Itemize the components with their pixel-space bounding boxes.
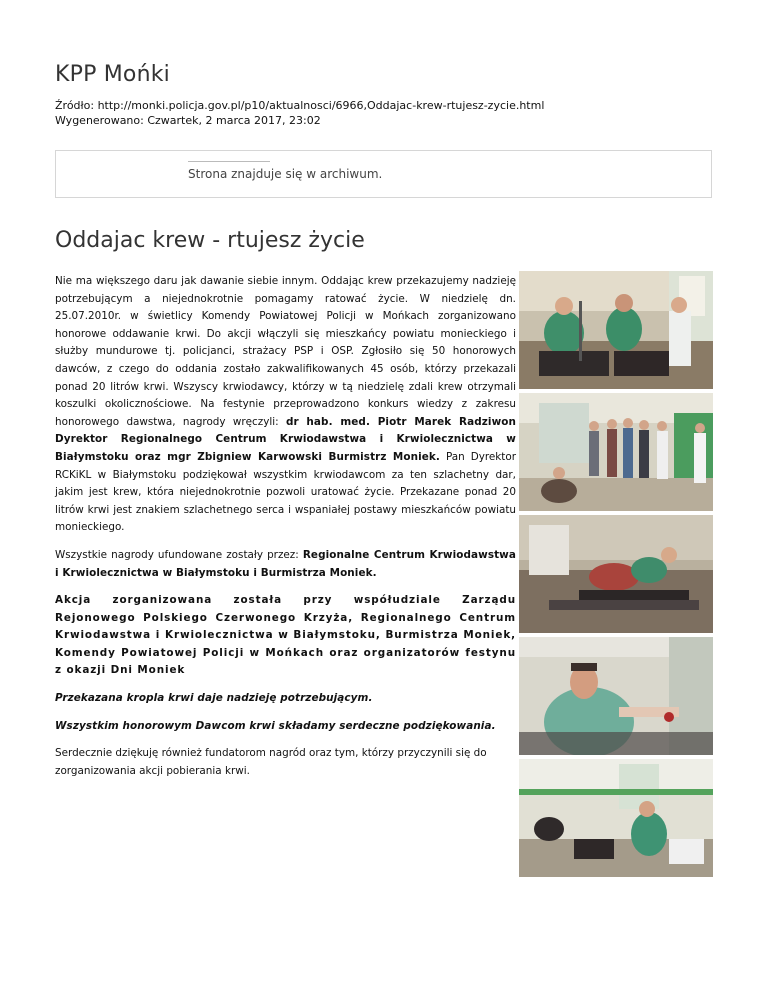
archive-divider bbox=[188, 161, 270, 162]
sponsors-names: Regionalne Centrum Krwiodawstwa i Krwiolecznictwa w Białymstoku i Burmistrza Moniek. bbox=[55, 548, 516, 579]
thanks-text: Wszystkim honorowym Dawcom krwi składamy serdeczne podziękowania. bbox=[55, 719, 496, 732]
intro-awarders: dr hab. med. Piotr Marek Radziwon Dyrektor Regionalnego Centrum Krwiodawstwa i Krwiolecznictwa w Białymstoku oraz mgr Zbigniew Karwowski Burmistrz Moniek. bbox=[55, 415, 517, 463]
photo-room[interactable] bbox=[519, 759, 713, 877]
intro-text: Nie ma większego daru jak dawanie siebie innym. Oddając krew przekazujemy nadzieję potrzebującym a niejednokrotnie pomagamy ratować życie. W niedzielę dn. 25.07.2010r. w świetlicy Komendy Powiatowej Policji w Mońkach zorganizowano honorowe oddawanie krwi. Do akcji włączyli się mieszkańcy powiatu monieckiego i służby mundurowe tj. policjanci, strażacy PSP i OSP. Zgłosiło się 50 honorowych dawców, z czego do oddania zostało zakwalifikowanych 45 osób, którzy przekazali ponad 20 litrów krwi. Wszyscy krwiodawcy, którzy w tą niedzielę zdali krew otrzymali koszulki okolicznościowe. Na festynie przeprowadzono konkurs wiedzy z zakresu honorowego dawstwa, nagrody wręczyli: bbox=[55, 275, 516, 428]
paragraph-intro bbox=[55, 273, 516, 537]
photo-donor-closeup[interactable] bbox=[519, 637, 713, 755]
hope-text: Przekazana kropla krwi daje nadzieję potrzebującym. bbox=[55, 692, 373, 705]
photo-donor-lying[interactable] bbox=[519, 515, 713, 633]
source-line: Źródło: http://monki.policja.gov.pl/p10/aktualnosci/6966,Oddajac-krew-rtujesz-zycie.html bbox=[55, 99, 545, 112]
photo-donor-lying-image bbox=[519, 515, 713, 633]
photo-donor-closeup-image bbox=[519, 637, 713, 755]
paragraph-partners bbox=[55, 592, 516, 680]
partners-text: Akcja zorganizowana została przy współudziale Zarządu Rejonowego Polskiego Czerwonego Krzyża, Regionalnego Centrum Krwiodawstwa i Krwiolecznictwa w Białymstoku, Burmistrza Moniek, Komendy Powiatowej Policji w Mońkach oraz organizatorów festynu z okazji Dni Moniek bbox=[55, 594, 516, 677]
closing-text: Serdecznie dziękuję również fundatorom nagród oraz tym, którzy przyczynili się do zorganizowania akcji pobierania krwi. bbox=[55, 747, 487, 777]
photo-group[interactable] bbox=[519, 393, 713, 511]
photo-group-image bbox=[519, 393, 713, 511]
intro-text-end: Pan Dyrektor RCKiKL w Białymstoku podziękował wszystkim krwiodawcom za ten szlachetny dar, jakim jest krew, która niejednokrotnie pozwoli uratować życie. Przekazane ponad 20 litrów krwi jest znakiem szlachetnego serca i wspaniałej postawy mieszkańców powiatu monieckiego. bbox=[55, 450, 516, 534]
generated-line: Wygenerowano: Czwartek, 2 marca 2017, 23:02 bbox=[55, 114, 321, 127]
photo-donors-beds[interactable] bbox=[519, 271, 713, 389]
photo-room-image bbox=[519, 759, 713, 877]
paragraph-closing bbox=[55, 745, 516, 780]
photo-donors-beds-image bbox=[519, 271, 713, 389]
archive-notice bbox=[55, 150, 712, 198]
paragraph-thanks bbox=[55, 718, 516, 736]
paragraph-hope bbox=[55, 690, 516, 708]
sponsors-text: Wszystkie nagrody ufundowane zostały przez: bbox=[55, 548, 303, 561]
paragraph-sponsors bbox=[55, 547, 516, 582]
article-body bbox=[55, 273, 516, 790]
article-title: Oddajac krew - rtujesz życie bbox=[55, 228, 365, 253]
archive-message: Strona znajduje się w archiwum. bbox=[188, 167, 383, 181]
photo-gallery bbox=[519, 271, 713, 881]
print-meta bbox=[55, 98, 544, 128]
site-title: KPP Mońki bbox=[55, 62, 170, 87]
